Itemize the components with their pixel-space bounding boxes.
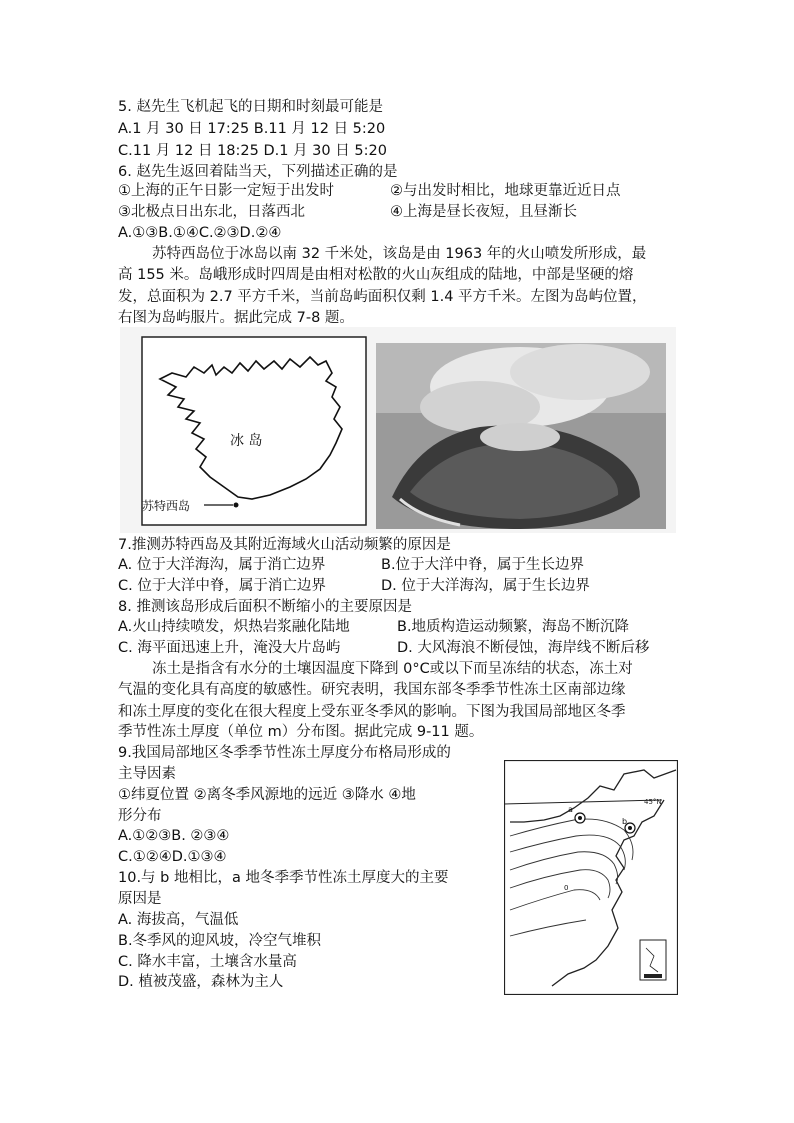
figure-iceland-surtsey <box>120 327 676 533</box>
passage2-line4: 季节性冻土厚度（单位 m）分布图。据此完成 9-11 题。 <box>118 724 484 740</box>
q7-option-b: B.位于大洋中脊，属于生长边界 <box>381 557 585 573</box>
surtsey-dot <box>234 503 239 508</box>
q9-options-line1: ①纬夏位置 ②离冬季风源地的远近 ③降水 ④地 <box>118 787 416 803</box>
q7-option-d: D. 位于大洋海沟，属于生长边界 <box>381 578 590 594</box>
surtsey-photo <box>376 343 666 529</box>
q8-stem: 8. 推测该岛形成后面积不断缩小的主要原因是 <box>118 599 412 615</box>
passage1-line4: 右图为岛屿服片。据此完成 7-8 题。 <box>118 310 354 326</box>
q5-options-line1: A.1 月 30 日 17:25 B.11 月 12 日 5:20 <box>118 121 386 137</box>
q7-option-a: A. 位于大洋海沟，属于消亡边界 <box>118 557 326 573</box>
q9-choices-line2: C.①②④D.①③④ <box>118 849 227 865</box>
isoline-zero-label: 0 <box>564 884 569 892</box>
point-a-label: a <box>568 805 573 814</box>
q8-option-b: B.地质构造运动频繁，海岛不断沉降 <box>397 619 630 635</box>
q10-option-c: C. 降水丰富，土壤含水量高 <box>118 954 297 970</box>
q9-choices-line1: A.①②③B. ②③④ <box>118 828 230 844</box>
passage2-line3: 和冻土厚度的变化在很大程度上受东亚冬季风的影响。下图为我国局部地区冬季 <box>118 704 626 720</box>
q6-stem: 6. 赵先生返回着陆当天，下列描述正确的是 <box>118 164 398 180</box>
q10-option-a: A. 海拔高，气温低 <box>118 912 239 928</box>
q10-option-b: B.冬季风的迎风坡，冷空气堆积 <box>118 933 322 949</box>
q6-choices: A.①③B.①④C.②③D.②④ <box>118 225 282 241</box>
iceland-label: 冰 岛 <box>230 433 263 449</box>
passage1-line1: 苏特西岛位于冰岛以南 32 千米处，该岛是由 1963 年的火山喷发所形成，最 <box>152 246 647 262</box>
surtsey-label: 苏特西岛 <box>142 499 191 513</box>
passage1-line3: 发，总面积为 2.7 平方千米，当前岛屿面积仅剩 1.4 平方千米。左图为岛屿位置， <box>118 289 647 305</box>
lat-label: 45°N <box>644 798 662 806</box>
q8-option-c: C. 海平面迅速上升，淹没大片岛屿 <box>118 640 341 656</box>
q6-option-3: ③北极点日出东北，日落西北 <box>118 204 305 220</box>
q9-stem-line2: 主导因素 <box>118 766 176 782</box>
q9-options-line2: 形分布 <box>118 808 162 824</box>
q6-option-4: ④上海是昼长夜短，且昼渐长 <box>390 204 577 220</box>
q10-stem-line1: 10.与 b 地相比，a 地冬季季节性冻土厚度大的主要 <box>118 870 449 886</box>
q10-stem-line2: 原因是 <box>118 891 162 907</box>
q7-stem: 7.推测苏特西岛及其附近海域火山活动频繁的原因是 <box>118 537 451 553</box>
q7-option-c: C. 位于大洋中脊，属于消亡边界 <box>118 578 326 594</box>
q6-option-1: ①上海的正午日影一定短于出发时 <box>118 183 334 199</box>
q5-options-line2: C.11 月 12 日 18:25 D.1 月 30 日 5:20 <box>118 143 387 159</box>
q10-option-d: D. 植被茂盛，森林为主人 <box>118 974 284 990</box>
passage2-line2: 气温的变化具有高度的敏感性。研究表明，我国东部冬季季节性冻土区南部边缘 <box>118 682 626 698</box>
point-b-label: b <box>622 817 628 826</box>
q8-option-d: D. 大风海浪不断侵蚀，海岸线不断后移 <box>397 640 650 656</box>
q6-option-2: ②与出发时相比，地球更靠近近日点 <box>390 183 621 199</box>
q8-option-a: A.火山持续喷发，炽热岩浆融化陆地 <box>118 619 350 635</box>
passage2-line1: 冻土是指含有水分的土壤因温度下降到 0°C或以下而呈冻结的状态，冻土对 <box>152 661 633 677</box>
q9-stem-line1: 9.我国局部地区冬季季节性冻土厚度分布格局形成的 <box>118 745 451 761</box>
q5-stem: 5. 赵先生飞机起飞的日期和时刻最可能是 <box>118 99 383 115</box>
frozen-soil-map <box>504 760 678 995</box>
passage1-line2: 高 155 米。岛峨形成时四周是由相对松散的火山灰组成的陆地，中部是坚硬的熔 <box>118 267 634 283</box>
